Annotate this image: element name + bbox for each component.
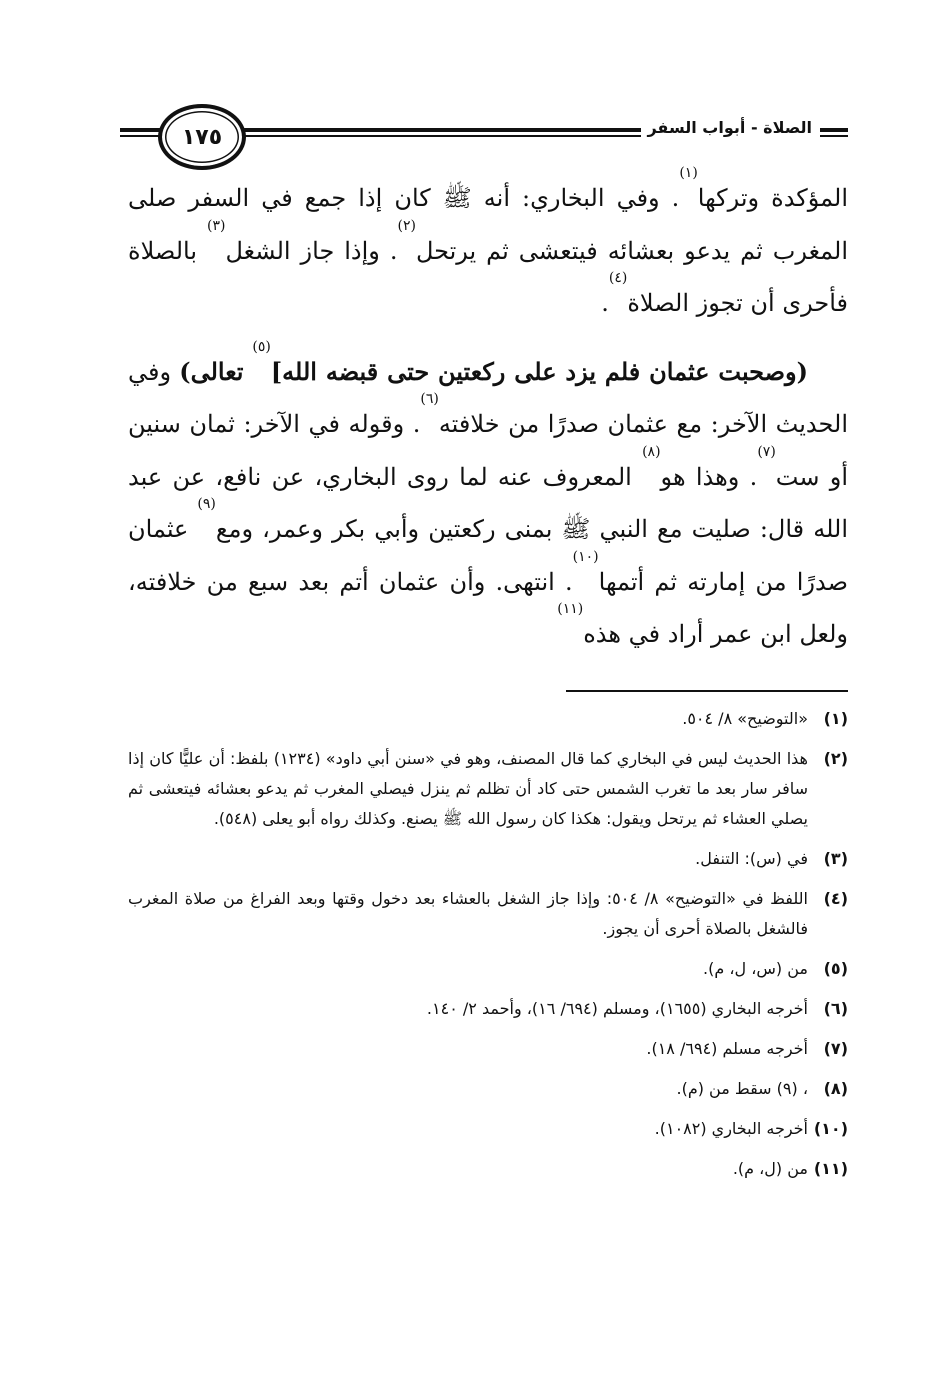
- footnote-number: (٧): [823, 1039, 848, 1058]
- footnote-text: أخرجه البخاري (١٠٨٢).: [654, 1119, 808, 1138]
- footnote-ref-7: (٧): [757, 443, 776, 460]
- footnote-ref-9: (٩): [197, 496, 216, 512]
- footnote-number: (١): [823, 709, 848, 728]
- footnote-item: [128, 994, 848, 1024]
- footnote-number: (٢): [823, 749, 848, 768]
- p2-matn-1: (وصحبت عثمان فلم يزد على ركعتين حتى قبضه الله]: [270, 356, 808, 386]
- footnote-text: في (س): التنفل.: [695, 849, 808, 868]
- footnote-number: (٣): [823, 849, 848, 868]
- main-text: [128, 165, 849, 661]
- p2-text-b: . وقوله في الآخر: ثمان سنين أو ست: [128, 410, 848, 491]
- page-header: [120, 98, 848, 170]
- footnote-number: (١٠): [813, 1119, 848, 1138]
- footnote-text: من (ل، م).: [732, 1159, 808, 1178]
- page-number-badge: [158, 104, 246, 170]
- p2-text-a: وفي الحديث الآخر: مع عثمان صدرًا من خلافته: [128, 357, 849, 438]
- footnote-number: (٥): [823, 959, 848, 978]
- footnote-item: [128, 744, 848, 834]
- footnote-text: من (س، ل، م).: [703, 959, 808, 978]
- footnote-number: (٨): [823, 1079, 848, 1098]
- footnote-text: أخرجه البخاري (١٦٥٥)، ومسلم (٦٩٤/ ١٦)، وأحمد ٢/ ١٤٠.: [426, 999, 808, 1018]
- footnote-ref-10: (١٠): [572, 548, 599, 565]
- paragraph-1: [128, 165, 849, 330]
- header-rule-right-thin: [820, 135, 848, 137]
- footnote-item: [128, 1074, 848, 1104]
- p1-text-e: .: [601, 289, 609, 317]
- footnote-text: أخرجه مسلم (٦٩٤/ ١٨).: [646, 1039, 808, 1058]
- p2-matn-2: تعالى): [179, 356, 253, 386]
- footnote-ref-2: (٢): [397, 217, 416, 234]
- paragraph-2: [128, 338, 849, 661]
- p1-text-b: . وفي البخاري: أنه ﷺ كان إذا جمع في السفر صلى المغرب ثم يدعو بعشائه فيتعشى ثم يرتحل: [128, 184, 849, 265]
- footnote-number: (٤): [823, 889, 848, 908]
- footnote-text: هذا الحديث ليس في البخاري كما قال المصنف، وهو في «سنن أبي داود» (١٢٣٤) بلفظ: أن عليًّا كان إذا سافر سار بعد ما تغرب الشمس حتى كاد أن تظلم ثم ينزل فيصلي المغرب ثم يدعو بعشائه فيتعشى ثم يصلي العشاء ثم يرتحل ويقول: هكذا كان رسول الله ﷺ يصنع. وكذلك رواه أبو يعلى (٥٤٨).: [128, 749, 808, 828]
- footnote-ref-8: (٨): [642, 443, 661, 460]
- footnote-ref-3: (٣): [206, 217, 226, 234]
- footnote-item: [128, 1114, 848, 1144]
- footnote-text: ، (٩) سقط من (م).: [676, 1079, 808, 1098]
- header-rule-right: [820, 128, 848, 132]
- footnote-ref-5: (٥): [252, 338, 271, 355]
- footnote-item: [128, 1034, 848, 1064]
- footnote-ref-4: (٤): [608, 270, 628, 286]
- p2-text-d: المعروف عنه لما روى البخاري، عن نافع، عن عبد الله قال: صليت مع النبي ﷺ بمنى ركعتين وأبي بكر وعمر، ومع: [128, 462, 848, 543]
- footnote-item: [128, 954, 848, 984]
- footnote-ref-1: (١): [679, 165, 698, 181]
- p2-text-e: عثمان صدرًا من إمارته ثم أتمها: [128, 515, 848, 596]
- footnote-number: (٦): [823, 999, 848, 1018]
- footnotes: [128, 704, 848, 1194]
- page-number: ١٧٥: [181, 124, 223, 150]
- p1-text-d: بالصلاة فأحرى أن تجوز الصلاة: [128, 236, 848, 317]
- footnote-ref-6: (٦): [420, 391, 439, 407]
- footnote-separator: [566, 690, 848, 692]
- footnote-text: «التوضيح» ٨/ ٥٠٤.: [682, 709, 808, 728]
- p2-text-f: . انتهى. وأن عثمان أتم بعد سبع من خلافته، ولعل ابن عمر أراد في هذه: [128, 567, 848, 648]
- footnote-item: [128, 704, 848, 734]
- footnote-item: [128, 884, 848, 944]
- footnote-item: [128, 844, 848, 874]
- footnote-number: (١١): [813, 1159, 848, 1178]
- p1-text-a: المؤكدة وتركها: [697, 184, 848, 212]
- footnote-item: [128, 1154, 848, 1184]
- footnote-ref-11: (١١): [557, 601, 584, 617]
- p1-text-c: . وإذا جاز الشغل: [225, 236, 398, 265]
- running-title: الصلاة - أبواب السفر: [641, 118, 818, 137]
- footnote-text: اللفظ في «التوضيح» ٨/ ٥٠٤: وإذا جاز الشغل بالعشاء بعد دخول وقتها وبعد الفراغ من صلاة المغرب فالشغل بالصلاة أحرى أن يجوز.: [128, 889, 809, 938]
- p2-text-c: . وهذا هو: [660, 462, 758, 491]
